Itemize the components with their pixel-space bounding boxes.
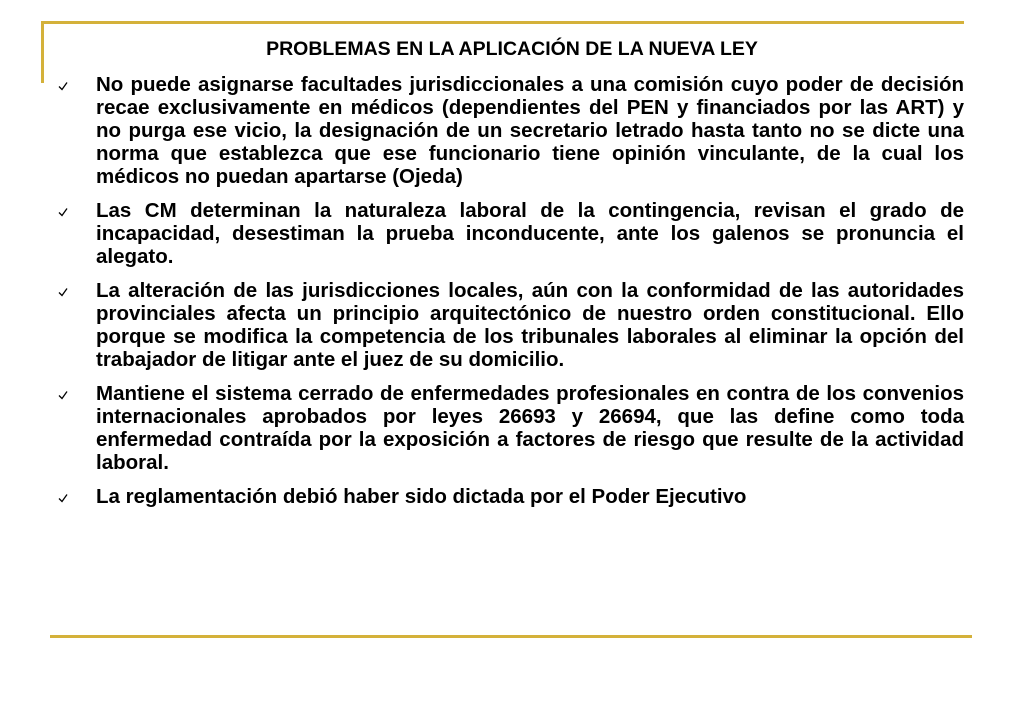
bullet-text: La reglamentación debió haber sido dictada por el Poder Ejecutivo [96, 485, 747, 508]
slide-title: PROBLEMAS EN LA APLICACIÓN DE LA NUEVA LEY [266, 38, 758, 60]
bullet-item [58, 279, 964, 371]
top-border-rule [41, 21, 964, 24]
bullet-text: Las CM determinan la naturaleza laboral de la contingencia, revisan el grado de incapacidad, desestiman la prueba inconducente, ante los galenos se pronuncia el alegato. [96, 199, 964, 268]
check-icon [58, 81, 68, 91]
bullet-item [58, 73, 964, 188]
bullet-text: No puede asignarse facultades jurisdiccionales a una comisión cuyo poder de decisión recae exclusivamente en médicos (dependientes del PEN y financiados por las ART) y no purga ese vicio, la designación de un secretario letrado hasta tanto no se dicte una norma que establezca que ese funcionario tiene opinión vinculante, de la cual los médicos no puedan apartarse (Ojeda) [96, 73, 964, 188]
check-icon [58, 287, 68, 297]
bottom-border-rule [50, 635, 972, 638]
check-icon [58, 493, 68, 503]
bullet-list [58, 73, 964, 519]
bullet-item [58, 199, 964, 268]
bullet-item [58, 485, 964, 508]
bullet-text: La alteración de las jurisdicciones locales, aún con la conformidad de las autoridades provinciales afecta un principio arquitectónico de nuestro orden constitucional. Ello porque se modifica la competencia de los tribunales laborales al eliminar la opción del trabajador de litigar ante el juez de su domicilio. [96, 279, 964, 371]
check-icon [58, 390, 68, 400]
check-icon [58, 207, 68, 217]
bullet-text: Mantiene el sistema cerrado de enfermedades profesionales en contra de los convenios internacionales aprobados por leyes 26693 y 26694, que las define como toda enfermedad contraída por la exposición a factores de riesgo que resulte de la actividad laboral. [96, 382, 964, 474]
bullet-item [58, 382, 964, 474]
